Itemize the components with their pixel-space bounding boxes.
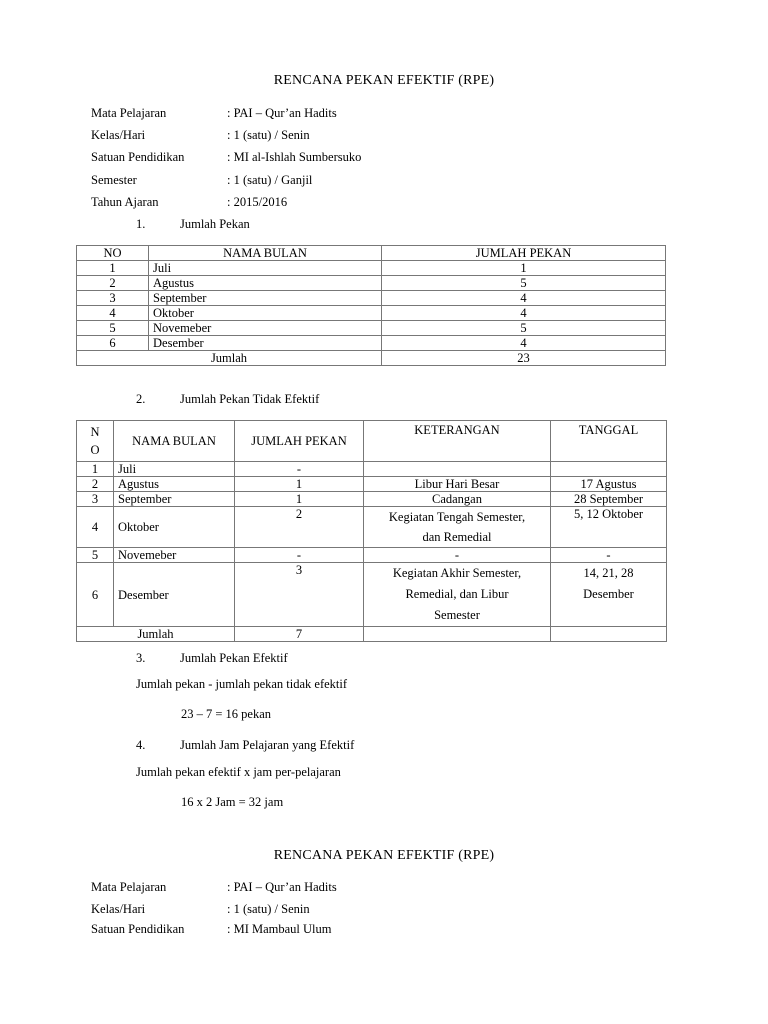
cell-tanggal: 5, 12 Oktober bbox=[551, 507, 667, 548]
table-total-row bbox=[77, 627, 667, 642]
cell-tanggal bbox=[551, 462, 667, 477]
info-value: : PAI – Qur’an Hadits bbox=[227, 106, 337, 120]
info-label: Satuan Pendidikan bbox=[91, 150, 185, 164]
cell-pekan: 1 bbox=[382, 261, 666, 276]
header-cell: JUMLAH PEKAN bbox=[382, 246, 666, 261]
cell-pekan: 4 bbox=[382, 291, 666, 306]
cell-no: 5 bbox=[77, 548, 114, 563]
info-label: Mata Pelajaran bbox=[91, 880, 167, 894]
section-number: 1. bbox=[136, 217, 146, 231]
cell-bulan: Oktober bbox=[149, 306, 382, 321]
cell-no: 2 bbox=[77, 276, 149, 291]
info-value: : 2015/2016 bbox=[227, 195, 288, 209]
cell-pekan: 1 bbox=[235, 477, 364, 492]
section-number: 2. bbox=[136, 392, 146, 406]
table-row bbox=[77, 291, 666, 306]
table-row bbox=[77, 492, 667, 507]
cell-pekan: 5 bbox=[382, 321, 666, 336]
cell-no: 1 bbox=[77, 462, 114, 477]
cell-tanggal bbox=[551, 563, 667, 627]
cell-tanggal: 28 September bbox=[551, 492, 667, 507]
section-number: 4. bbox=[136, 738, 146, 752]
keterangan-line: Remedial, dan Libur bbox=[405, 587, 509, 601]
info-value: : 1 (satu) / Senin bbox=[227, 128, 310, 142]
cell-pekan: 4 bbox=[382, 336, 666, 351]
cell-no: 3 bbox=[77, 291, 149, 306]
cell-bulan: Desember bbox=[114, 563, 235, 627]
cell-keterangan: - bbox=[364, 548, 551, 563]
header-cell: JUMLAH PEKAN bbox=[235, 421, 364, 462]
tanggal-line: Desember bbox=[583, 587, 634, 601]
info-label: Kelas/Hari bbox=[91, 902, 146, 916]
formula-text: Jumlah pekan - jumlah pekan tidak efektif bbox=[136, 677, 348, 691]
total-label: Jumlah bbox=[77, 351, 382, 366]
cell-pekan: 5 bbox=[382, 276, 666, 291]
info-label: Kelas/Hari bbox=[91, 128, 146, 142]
info-value: : PAI – Qur’an Hadits bbox=[227, 880, 337, 894]
table-row bbox=[77, 477, 667, 492]
cell-pekan: 3 bbox=[235, 563, 364, 627]
cell-bulan: Oktober bbox=[114, 507, 235, 548]
cell-pekan: 2 bbox=[235, 507, 364, 548]
table-header-row bbox=[77, 421, 667, 462]
table-row bbox=[77, 261, 666, 276]
cell-bulan: Agustus bbox=[114, 477, 235, 492]
header-cell-no bbox=[77, 421, 114, 462]
keterangan-line: Kegiatan Akhir Semester, bbox=[392, 566, 522, 580]
cell-no: 1 bbox=[77, 261, 149, 276]
info-label: Tahun Ajaran bbox=[91, 195, 159, 209]
info-label: Satuan Pendidikan bbox=[91, 922, 185, 936]
section-title: Jumlah Pekan Tidak Efektif bbox=[180, 392, 320, 406]
total-value: 23 bbox=[382, 351, 666, 366]
info-value: : 1 (satu) / Ganjil bbox=[227, 173, 313, 187]
section-title: Jumlah Jam Pelajaran yang Efektif bbox=[180, 738, 355, 752]
header-no-line2: O bbox=[90, 443, 100, 457]
cell-pekan: - bbox=[235, 548, 364, 563]
cell-keterangan bbox=[364, 507, 551, 548]
cell-keterangan: Libur Hari Besar bbox=[364, 477, 551, 492]
cell-no: 5 bbox=[77, 321, 149, 336]
cell-no: 6 bbox=[77, 563, 114, 627]
cell-tanggal: 17 Agustus bbox=[551, 477, 667, 492]
cell-bulan: September bbox=[149, 291, 382, 306]
cell-bulan: Novemeber bbox=[149, 321, 382, 336]
cell-bulan: Novemeber bbox=[114, 548, 235, 563]
section-title: Jumlah Pekan Efektif bbox=[180, 651, 288, 665]
table-row bbox=[77, 462, 667, 477]
table-header-row bbox=[77, 246, 666, 261]
cell-bulan: Desember bbox=[149, 336, 382, 351]
table-total-row bbox=[77, 351, 666, 366]
header-cell: NAMA BULAN bbox=[149, 246, 382, 261]
header-cell: TANGGAL bbox=[551, 421, 667, 462]
header-cell: KETERANGAN bbox=[364, 421, 551, 462]
info-label: Semester bbox=[91, 173, 137, 187]
cell-bulan: Agustus bbox=[149, 276, 382, 291]
cell-keterangan bbox=[364, 563, 551, 627]
cell-tanggal: - bbox=[551, 548, 667, 563]
keterangan-line: dan Remedial bbox=[422, 530, 492, 544]
table-row bbox=[77, 548, 667, 563]
pekan-tidak-efektif-table bbox=[76, 420, 667, 642]
cell-no: 2 bbox=[77, 477, 114, 492]
cell-pekan: - bbox=[235, 462, 364, 477]
total-value: 7 bbox=[235, 627, 364, 642]
cell-no: 4 bbox=[77, 306, 149, 321]
table-row bbox=[77, 507, 667, 548]
cell-no: 3 bbox=[77, 492, 114, 507]
table-row bbox=[77, 563, 667, 627]
result-text: 16 x 2 Jam = 32 jam bbox=[181, 795, 284, 809]
table-row bbox=[77, 276, 666, 291]
keterangan-line: Semester bbox=[434, 608, 480, 622]
info-value: : 1 (satu) / Senin bbox=[227, 902, 310, 916]
total-empty-cell bbox=[364, 627, 551, 642]
table-row bbox=[77, 321, 666, 336]
tanggal-line: 14, 21, 28 bbox=[583, 566, 634, 580]
header-cell: NO bbox=[77, 246, 149, 261]
total-label: Jumlah bbox=[77, 627, 235, 642]
cell-bulan: September bbox=[114, 492, 235, 507]
header-cell: NAMA BULAN bbox=[114, 421, 235, 462]
cell-pekan: 4 bbox=[382, 306, 666, 321]
info-label: Mata Pelajaran bbox=[91, 106, 167, 120]
table-row bbox=[77, 306, 666, 321]
info-value: : MI al-Ishlah Sumbersuko bbox=[227, 150, 362, 164]
jumlah-pekan-table bbox=[76, 245, 666, 366]
cell-keterangan: Cadangan bbox=[364, 492, 551, 507]
document-title: RENCANA PEKAN EFEKTIF (RPE) bbox=[273, 73, 495, 88]
header-no-line1: N bbox=[90, 425, 100, 439]
result-text: 23 – 7 = 16 pekan bbox=[181, 707, 272, 721]
section-number: 3. bbox=[136, 651, 146, 665]
info-value: : MI Mambaul Ulum bbox=[227, 922, 332, 936]
cell-pekan: 1 bbox=[235, 492, 364, 507]
cell-no: 4 bbox=[77, 507, 114, 548]
cell-no: 6 bbox=[77, 336, 149, 351]
formula-text: Jumlah pekan efektif x jam per-pelajaran bbox=[136, 765, 341, 779]
cell-bulan: Juli bbox=[114, 462, 235, 477]
section-title: Jumlah Pekan bbox=[180, 217, 250, 231]
table-row bbox=[77, 336, 666, 351]
total-empty-cell bbox=[551, 627, 667, 642]
keterangan-line: Kegiatan Tengah Semester, bbox=[388, 510, 526, 524]
document-title: RENCANA PEKAN EFEKTIF (RPE) bbox=[273, 848, 495, 863]
cell-keterangan bbox=[364, 462, 551, 477]
cell-bulan: Juli bbox=[149, 261, 382, 276]
